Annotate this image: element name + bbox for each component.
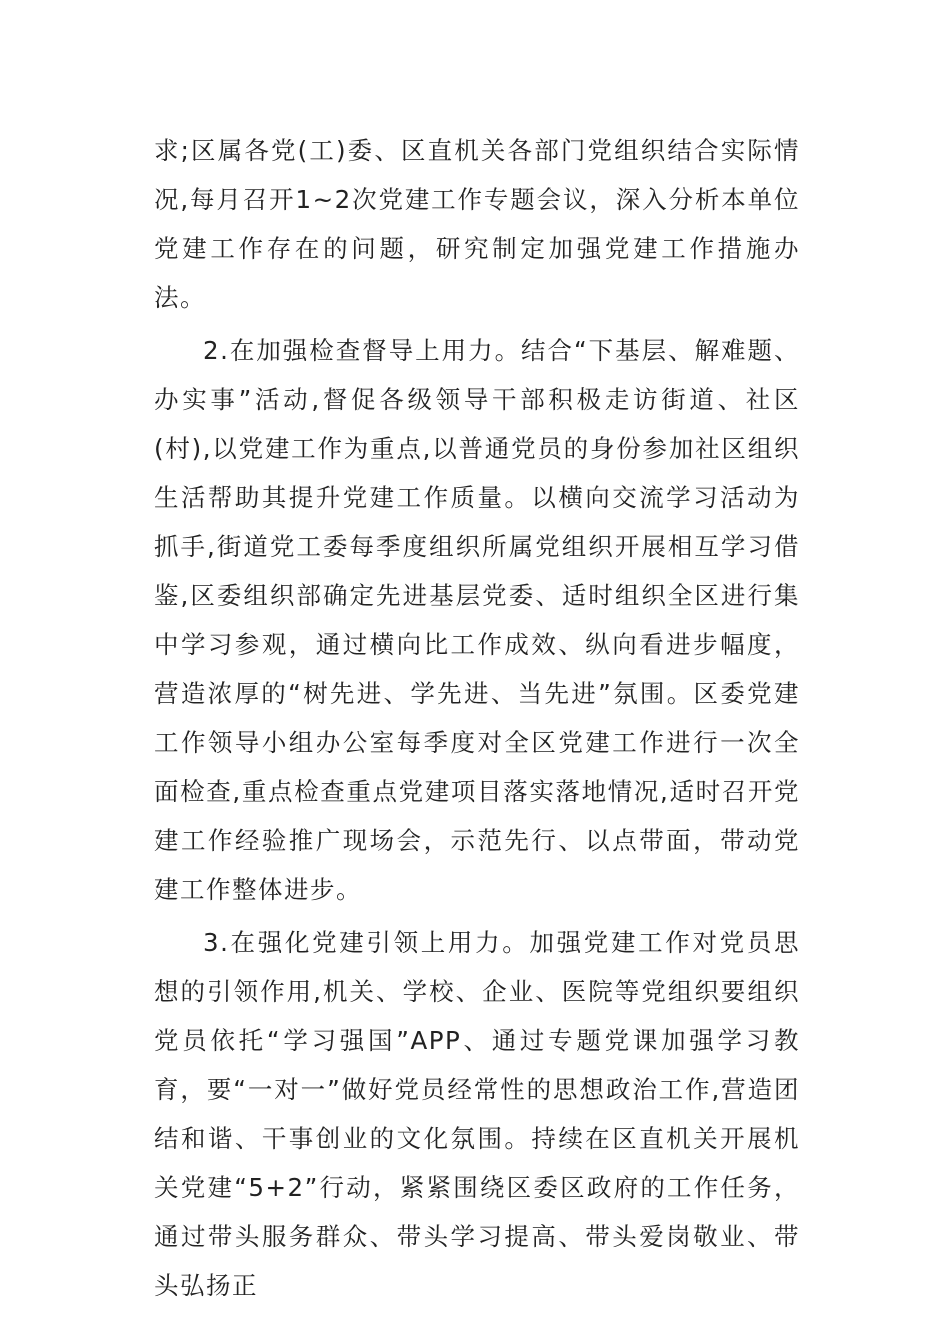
paragraph-inspection-supervision: 2.在加强检查督导上用力。结合“下基层、解难题、办实事”活动,督促各级领导干部积极走访街道、社区(村),以党建工作为重点,以普通党员的身份参加社区组织生活帮助其提升党建工作质量。以横向交流学习活动为抓手,街道党工委每季度组织所属党组织开展相互学习借鉴,区委组织部确定先进基层党委、适时组织全区进行集中学习参观，通过横向比工作成效、纵向看进步幅度，营造浓厚的“树先进、学先进、当先进”氛围。区委党建工作领导小组办公室每季度对全区党建工作进行一次全面检查,重点检查重点党建项目落实落地情况,适时召开党建工作经验推广现场会，示范先行、以点带面，带动党建工作整体进步。 bbox=[154, 336, 800, 904]
paragraph-party-leadership: 3.在强化党建引领上用力。加强党建工作对党员思想的引领作用,机关、学校、企业、医院等党组织要组织党员依托“学习强国”APP、通过专题党课加强学习教育，要“一对一”做好党员经常性的思想政治工作,营造团结和谐、干事创业的文化氛围。持续在区直机关开展机关党建“5+2”行动，紧紧围绕区委区政府的工作任务，通过带头服务群众、带头学习提高、带头爱岗敬业、带头弘扬正 bbox=[154, 928, 800, 1300]
paragraph-continuation: 求;区属各党(工)委、区直机关各部门党组织结合实际情况,每月召开1~2次党建工作专题会议，深入分析本单位党建工作存在的问题，研究制定加强党建工作措施办法。 bbox=[154, 136, 800, 312]
document-body bbox=[154, 126, 800, 1310]
